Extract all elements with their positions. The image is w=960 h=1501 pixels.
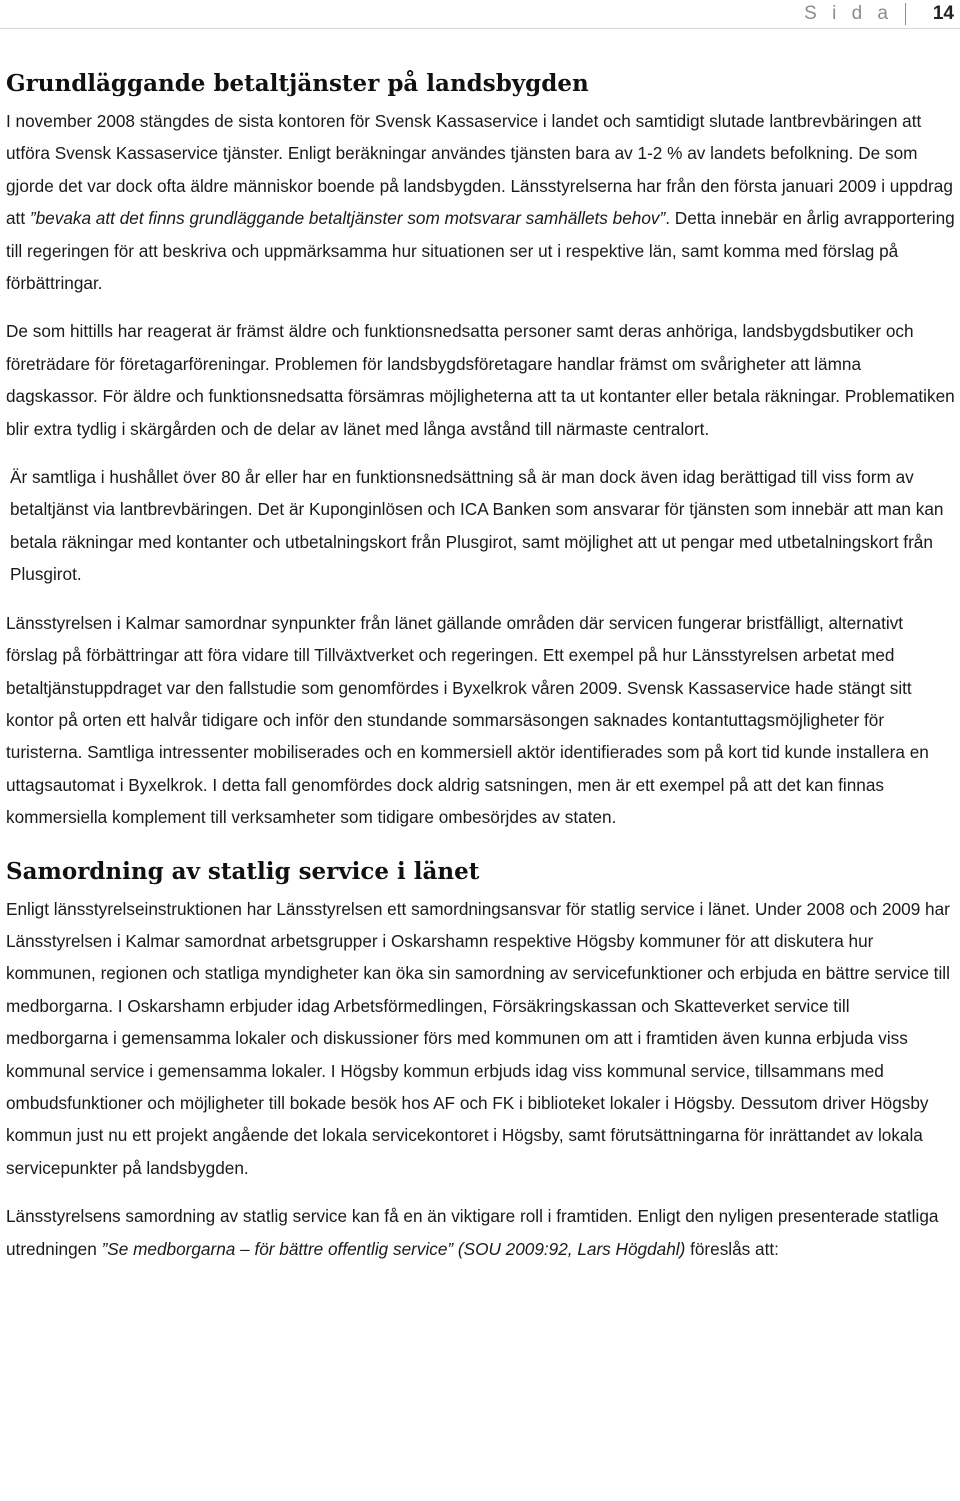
quote-text: ”bevaka att det finns grundläggande betaltjänster som motsvarar samhällets behov”: [29, 208, 666, 229]
section-title-betaltjanster: Grundläggande betaltjänster på landsbygden: [6, 70, 589, 97]
paragraph: [6, 105, 956, 299]
paragraph: De som hittills har reagerat är främst äldre och funktionsnedsatta personer samt deras anhöriga, landsbygdsbutiker och företrädare för företagarföreningar. Problemen för landsbygdsföretagare handlar främst om svårigheter att lämna dagskassor. För äldre och funktionsnedsatta försämras möjligheterna att ta ut kontanter eller betala räkningar. Problematiken blir extra tydlig i skärgården och de delar av länet med långa avstånd till närmaste centralort.: [6, 321, 955, 439]
paragraph: Enligt länsstyrelseinstruktionen har Länsstyrelsen ett samordningsansvar för statlig service i länet. Under 2008 och 2009 har Länsstyrelsen i Kalmar samordnat arbetsgrupper i Oskarshamn respektive Högsby kommuner för att diskutera hur kommunen, regionen och statliga myndigheter kan öka sin samordning av servicefunktioner och erbjuda en bättre service till medborgarna. I Oskarshamn erbjuder idag Arbetsförmedlingen, Försäkringskassan och Skatteverket service till medborgarna i gemensamma lokaler och diskussioner förs med kommunen om att i framtiden även kunna erbjuda viss kommunal service i gemensamma lokaler. I Högsby kommun erbjuds idag viss kommunal service, tillsammans med ombudsfunktioner och möjligheter till bokade besök hos AF och FK i biblioteket lokaler i Högsby. Dessutom driver Högsby kommun just nu ett projekt angående det lokala servicekontoret i Högsby, samt förutsättningarna för inrättandet av lokala servicepunkter på landsbygden.: [6, 898, 950, 1178]
page-number: 14: [932, 3, 954, 24]
paragraph: Länsstyrelsen i Kalmar samordnar synpunkter från länet gällande områden där servicen fungerar bristfälligt, alternativt förslag på förbättringar att föra vidare till Tillväxtverket och regeringen. Ett exempel på hur Länsstyrelsen arbetat med betaltjänstuppdraget var den fallstudie som genomfördes i Byxelkrok våren 2009. Svensk Kassaservice hade stängt sitt kontor på orten ett halvår tidigare och inför den stundande sommarsäsongen saknades kontantuttagsmöjligheter för turisterna. Samtliga intressenter mobiliserades och en kommersiell aktör identifierades som på kort tid kunde installera en uttagsautomat i Byxelkrok. I detta fall genomfördes dock aldrig satsningen, men är ett exempel på att det kan finnas kommersiella komplement till verksamheter som tidigare ombesörjdes av staten.: [6, 612, 929, 828]
paragraph-text: Länsstyrelsens samordning av statlig service kan få en än viktigare roll i framtiden. Enligt den nyligen presenterade statliga utredningen: [6, 1206, 939, 1259]
paragraph: Är samtliga i hushållet över 80 år eller har en funktionsnedsättning så är man dock även idag berättigad till viss form av betaltjänst via lantbrevbäringen. Det är Kuponginlösen och ICA Banken som ansvarar för tjänsten som innebär att man kan betala räkningar med kontanter och utbetalningskort från Plusgirot, samt möjlighet att ut pengar med utbetalningskort från Plusgirot.: [10, 467, 944, 585]
quote-text: ”Se medborgarna – för bättre offentlig service” (SOU 2009:92, Lars Högdahl): [101, 1238, 686, 1259]
page-header: [0, 0, 960, 29]
paragraph: [6, 1200, 956, 1265]
document-body: [6, 70, 956, 1281]
paragraph-text: föreslås att:: [685, 1238, 779, 1259]
page-label: S i d a: [804, 3, 906, 25]
section-title-samordning: Samordning av statlig service i länet: [6, 857, 480, 885]
paragraph-text: . Detta innebär en årlig avrapportering till regeringen för att beskriva och uppmärksamma hur situationen ser ut i respektive län, samt komma med förslag på förbättringar.: [6, 208, 955, 294]
paragraph-text: I november 2008 stängdes de sista kontoren för Svensk Kassaservice i landet och samtidigt slutade lantbrevbäringen att utföra Svensk Kassaservice tjänster. Enligt beräkningar användes tjänsten bara av 1-2 % av landets befolkning. De som gjorde det var dock ofta äldre människor boende på landsbygden. Länsstyrelserna har från den första januari 2009 i uppdrag att: [6, 111, 953, 229]
